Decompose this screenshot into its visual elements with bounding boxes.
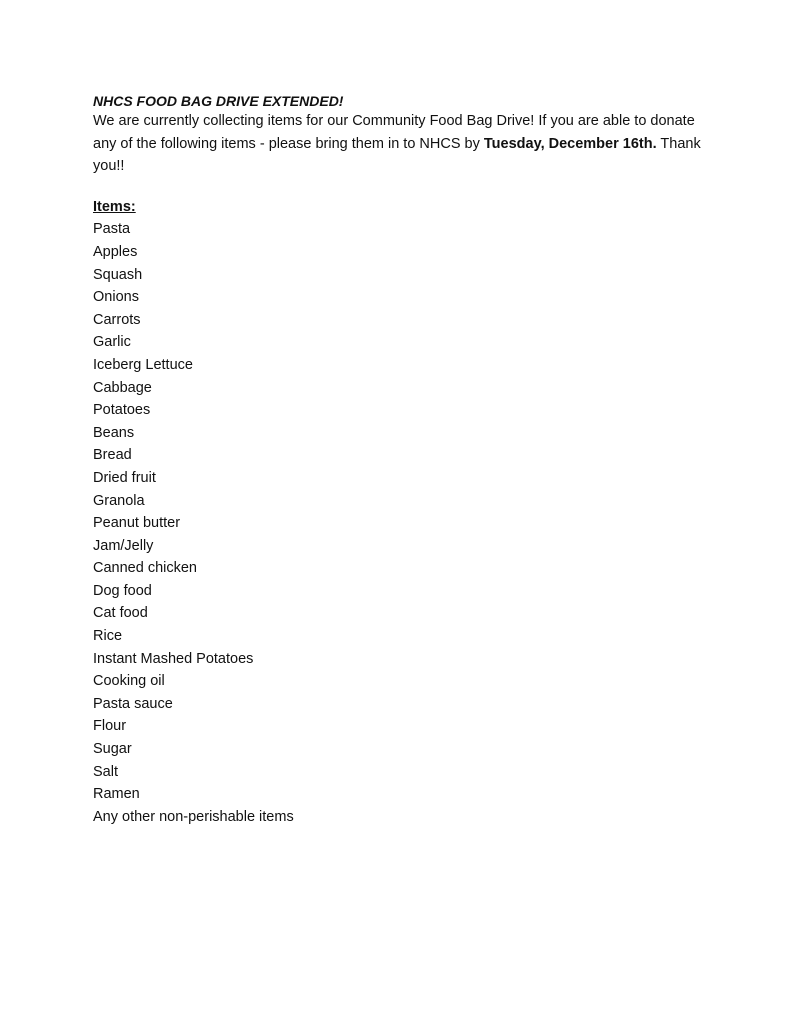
list-item: Dog food: [93, 582, 152, 599]
spacer: [93, 178, 703, 196]
list-item: Pasta: [93, 221, 131, 238]
list-item: Squash: [93, 266, 143, 283]
list-item: Carrots: [93, 311, 141, 328]
list-item: Cabbage: [93, 379, 152, 396]
list-item: Instant Mashed Potatoes: [93, 650, 254, 667]
document-title: NHCS FOOD BAG DRIVE EXTENDED!: [93, 93, 344, 109]
document-page: [93, 93, 703, 828]
list-item: Beans: [93, 424, 135, 441]
intro-paragraph: [93, 110, 703, 178]
items-heading: Items:: [93, 198, 136, 215]
list-item: Potatoes: [93, 402, 151, 419]
list-item: Peanut butter: [93, 515, 181, 532]
list-item: Granola: [93, 492, 145, 509]
list-item: Bread: [93, 447, 132, 464]
list-item: Cooking oil: [93, 673, 165, 690]
closing-text: Thank you!!: [93, 135, 701, 175]
list-item: Jam/Jelly: [93, 537, 154, 554]
list-item: Salt: [93, 763, 118, 780]
list-item: Rice: [93, 628, 123, 645]
list-item: Apples: [93, 243, 138, 260]
intro-text: We are currently collecting items for our Community Food Bag Drive! If you are able to donate any of the following items - please bring them in to NHCS by: [93, 113, 695, 152]
list-item: Iceberg Lettuce: [93, 356, 193, 373]
deadline-date: Tuesday, December 16th.: [483, 135, 657, 152]
list-item: Dried fruit: [93, 469, 156, 486]
list-item: Sugar: [93, 741, 132, 758]
list-item: Cat food: [93, 605, 148, 622]
list-item: Ramen: [93, 786, 140, 803]
list-item: Onions: [93, 289, 139, 306]
list-item: Any other non-perishable items: [93, 808, 294, 825]
list-item: Garlic: [93, 334, 131, 351]
item-list: [93, 218, 703, 828]
list-item: Pasta sauce: [93, 695, 173, 712]
list-item: Canned chicken: [93, 560, 197, 577]
list-item: Flour: [93, 718, 127, 735]
